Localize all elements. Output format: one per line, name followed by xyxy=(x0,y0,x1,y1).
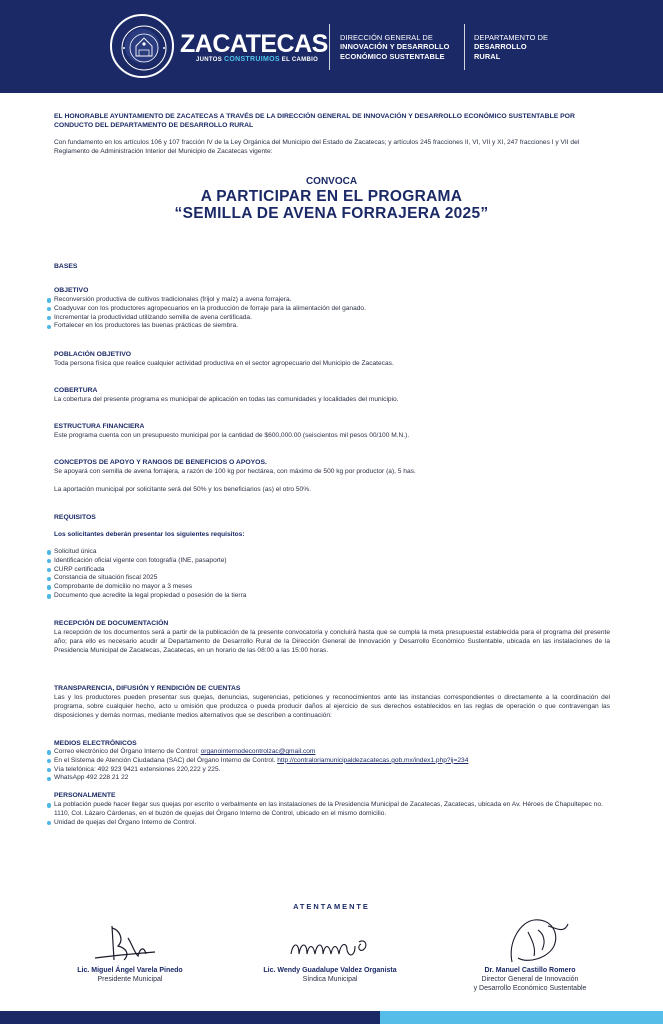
cobertura-text: La cobertura del presente programa es municipal de aplicación en todas las comunidades y localidades del municipio. xyxy=(54,396,399,403)
brand-wordmark: ZACATECAS xyxy=(180,30,328,58)
atentamente-label: ATENTAMENTE xyxy=(293,902,370,911)
list-item xyxy=(47,757,607,766)
personalmente-list xyxy=(47,801,607,827)
municipal-seal-logo xyxy=(110,14,174,78)
signer-2-role: Síndica Municipal xyxy=(302,975,358,983)
estructura-text: Este programa cuenta con un presupuesto municipal por la cantidad de $600,000.00 (seiscientos mil pesos 00/100 M.N.). xyxy=(54,432,410,439)
sac-label: En el Sistema de Atención Ciudadana (SAC) del Órgano Interno de Control. xyxy=(54,756,278,764)
email-link[interactable]: organointernodecontrolzac@gmail.com xyxy=(200,748,316,755)
transparencia-text: Las y los productores pueden presentar sus quejas, denuncias, sugerencias, peticiones y reconocimientos ante las instancias correspondientes o directamente a la coordinación del programa, sobre cualquier hecho, acto u omisión que produzca o pueda producir daños al ejercicio de sus derechos establecidos en las reglas de operación o que contravengan las disposiciones y demás normas, mediante medios alternativos que se describen a continuación: xyxy=(54,694,610,719)
slogan-pre: JUNTOS xyxy=(196,57,223,63)
convoca-heading: CONVOCA xyxy=(305,176,358,187)
signature-block-3 xyxy=(440,967,620,993)
slogan-post: EL CAMBIO xyxy=(281,57,319,63)
estructura-heading: ESTRUCTURA FINANCIERA xyxy=(54,423,145,430)
program-title-line1: A PARTICIPAR EN EL PROGRAMA xyxy=(200,188,463,205)
bases-heading: BASES xyxy=(54,263,78,270)
header-block1-line2: INNOVACIÓN Y DESARROLLO xyxy=(340,42,450,52)
list-item: Vía telefónica: 492 923 9421 extensiones 220,222 y 225. xyxy=(47,766,607,775)
footer-bar-navy xyxy=(0,1011,380,1024)
list-item: Identificación oficial vigente con fotografía (INE, pasaporte) xyxy=(47,557,607,566)
header-block1-line1: DIRECCIÓN GENERAL DE xyxy=(340,33,433,42)
header-block2-line3: RURAL xyxy=(474,51,501,61)
requisitos-heading: REQUISITOS xyxy=(54,514,96,521)
signature-3-image xyxy=(498,912,578,972)
requisitos-subtitle: Los solicitantes deberán presentar los siguientes requisitos: xyxy=(54,531,245,538)
signer-3-name: Dr. Manuel Castillo Romero xyxy=(484,967,576,974)
conceptos-heading: CONCEPTOS DE APOYO Y RANGOS DE BENEFICIOS O APOYOS. xyxy=(54,459,267,466)
signature-block-2 xyxy=(235,967,425,985)
list-item: Comprobante de domicilio no mayor a 3 meses xyxy=(47,583,607,592)
signer-3-role1: Director General de Innovación xyxy=(481,975,579,983)
requisitos-list xyxy=(47,548,607,601)
list-item: Documento que acredite la legal propiedad o posesión de la tierra xyxy=(47,592,607,601)
intro-paragraph: EL HONORABLE AYUNTAMIENTO DE ZACATECAS A TRAVÉS DE LA DIRECCIÓN GENERAL DE INNOVACIÓN Y DESARROLLO ECONÓMICO SUSTENTABLE POR CONDUCTO DEL DEPARTAMENTO DE DESARROLLO RURAL xyxy=(54,113,575,129)
header-divider xyxy=(464,24,465,70)
signature-1-image xyxy=(90,918,160,970)
list-item xyxy=(47,748,607,757)
medios-heading: MEDIOS ELECTRÓNICOS xyxy=(54,740,137,747)
list-item: Unidad de quejas del Órgano Interno de Control. xyxy=(47,819,607,828)
list-item: Reconversión productiva de cultivos tradicionales (frijol y maíz) a avena forrajera. xyxy=(47,296,607,305)
signature-2-image xyxy=(285,928,375,968)
poblacion-text: Toda persona física que realice cualquier actividad productiva en el sector agropecuario del Municipio de Zacatecas. xyxy=(54,360,394,367)
medios-list xyxy=(47,748,607,783)
personalmente-heading: PERSONALMENTE xyxy=(54,792,116,799)
header-dept-innovacion xyxy=(340,33,449,61)
signer-1-role: Presidente Municipal xyxy=(97,975,163,983)
list-item: WhatsApp 492 228 21 22 xyxy=(47,774,607,783)
objetivo-list xyxy=(47,296,607,331)
header-dept-rural xyxy=(474,33,548,61)
brand-slogan xyxy=(196,56,318,63)
email-label: Correo electrónico del Órgano Interno de Control: xyxy=(54,748,201,755)
signer-3-role2: y Desarrollo Económico Sustentable xyxy=(473,984,587,992)
header-block1-line3: ECONÓMICO SUSTENTABLE xyxy=(340,51,445,61)
slogan-highlight: CONSTRUIMOS xyxy=(224,56,280,63)
list-item: CURP certificada xyxy=(47,566,607,575)
sac-link[interactable]: http://contraloriamunicipaldezacatecas.gob.mx/index1.php?ij=234 xyxy=(277,756,469,764)
cobertura-heading: COBERTURA xyxy=(54,387,98,394)
recepcion-text: La recepción de los documentos será a partir de la publicación de la presente convocatoria y concluirá hasta que se cumpla la meta presupuestal establecida para el programa del presente año; para ello es necesario acudir al Departamento de Desarrollo Rural de la Dirección General de Innovación y Desarrollo Económico Sustentable, ubicada en las instalaciones de la Presidencia Municipal de Zacatecas, Zacatecas, en un horario de las 08:00 a las 15:00 horas. xyxy=(54,629,610,654)
transparencia-heading: TRANSPARENCIA, DIFUSIÓN Y RENDICIÓN DE CUENTAS xyxy=(54,685,241,692)
fundamento-paragraph: Con fundamento en los artículos 106 y 107 fracción IV de la Ley Orgánica del Municipio del Estado de Zacatecas; y artículos 245 fracciones II, VI, VII y XI, 247 fracciones I y VII del Reglamento de Administración Interior del Municipio de Zacatecas vigente: xyxy=(54,139,580,155)
header-block2-line1: DEPARTAMENTO DE xyxy=(474,33,549,42)
conceptos-text2: La aportación municipal por solicitante será del 50% y los beneficiarios (as) el otro 50%. xyxy=(54,486,311,493)
conceptos-text1: Se apoyará con semilla de avena forrajera, a razón de 100 kg por hectárea, con máximo de 500 kg por productor (a), 5 has. xyxy=(54,468,416,475)
poblacion-heading: POBLACIÓN OBJETIVO xyxy=(54,351,132,358)
footer-bar-cyan xyxy=(380,1011,663,1024)
header-divider xyxy=(329,24,330,70)
program-title-line2: “SEMILLA DE AVENA FORRAJERA 2025” xyxy=(174,205,489,222)
list-item: Coadyuvar con los productores agropecuarios en la producción de forraje para la alimentación del ganado. xyxy=(47,305,607,314)
signer-1-name: Lic. Miguel Ángel Varela Pinedo xyxy=(77,967,183,974)
recepcion-heading: RECEPCIÓN DE DOCUMENTACIÓN xyxy=(54,620,169,627)
objetivo-heading: OBJETIVO xyxy=(54,287,89,294)
list-item: Incrementar la productividad utilizando semilla de avena certificada. xyxy=(47,314,607,323)
signer-2-name: Lic. Wendy Guadalupe Valdez Organista xyxy=(263,967,397,974)
list-item: Constancia de situación fiscal 2025 xyxy=(47,574,607,583)
signature-block-1 xyxy=(45,967,215,985)
list-item: Fortalecer en los productores las buenas prácticas de siembra. xyxy=(47,322,607,331)
header-block2-line2: DESARROLLO xyxy=(474,42,527,52)
header-banner xyxy=(0,0,663,93)
list-item: Solicitud única xyxy=(47,548,607,557)
list-item: La población puede hacer llegar sus quejas por escrito o verbalmente en las instalaciones de la Presidencia Municipal de Zacatecas, Zacatecas, ubicada en Av. Héroes de Chapultepec no. 1110, Col. Lázaro Cárdenas, en el buzón de quejas del Órgano Interno de Control, ubicado en el mismo domicilio. xyxy=(47,801,607,819)
